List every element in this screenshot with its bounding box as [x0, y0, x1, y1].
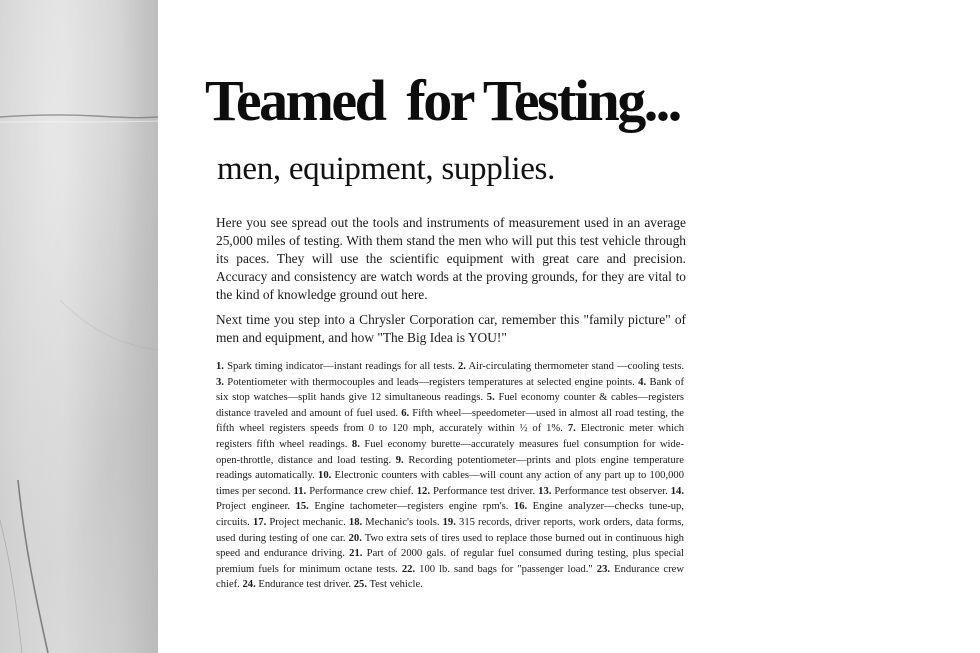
- legend-item: 9. Recording potentiometer—prints and plots engine temperature readings automatically.: [216, 454, 684, 482]
- legend-item: 14. Project engineer.: [216, 485, 684, 513]
- numbered-legend: [216, 359, 684, 593]
- headline-part-1: Teamed: [205, 68, 385, 133]
- subheadline: men, equipment, supplies.: [217, 151, 556, 187]
- legend-item: 17. Project mechanic.: [252, 516, 346, 528]
- legend-item: 12. Performance test driver.: [416, 485, 536, 497]
- legend-item: 3. Potentiometer with thermocouples and leads—registers temperatures at selected engine points.: [216, 376, 635, 388]
- paper-fold-lines: [0, 0, 158, 653]
- legend-item: 5. Fuel economy counter & cables—registers distance traveled and amount of fuel used.: [216, 392, 684, 419]
- legend-item: 19. 315 records, driver reports, work orders, data forms, used during testing of one car.: [216, 516, 684, 544]
- legend-item: 1. Spark timing indicator—instant readings for all tests.: [216, 361, 455, 372]
- legend-item: 18. Mechanic's tools.: [348, 516, 440, 528]
- legend-item: 4. Bank of six stop watches—split hands give 12 simultaneous readings.: [216, 376, 684, 404]
- legend-item: 25. Test vehicle.: [353, 579, 423, 591]
- legend-item: 10. Electronic counters with cables—will count any action of any part up to 100,000 times per second.: [216, 470, 684, 497]
- legend-item: 6. Fifth wheel—speedometer—used in almost all road testing, the fifth wheel registers speeds from 0 to 120 mph, accurately within ½ of 1%.: [216, 407, 684, 435]
- headline: [205, 68, 680, 133]
- legend-item: 8. Fuel economy burette—accurately measures fuel consumption for wide-open-throttle, distance and load testing.: [216, 438, 684, 466]
- legend-item: 23. Endurance crew chief.: [216, 563, 685, 591]
- legend-item: 11. Performance crew chief.: [293, 485, 414, 497]
- headline-part-2: for Testing...: [406, 68, 680, 133]
- closing-paragraph: Next time you step into a Chrysler Corporation car, remember this "family picture" of men and equipment, and how "The Big Idea is YOU!": [216, 312, 686, 345]
- legend-item: 16. Engine analyzer—checks tune-up, circuits.: [216, 501, 684, 528]
- legend-item: 13. Performance test observer.: [538, 485, 668, 497]
- intro-paragraph: Here you see spread out the tools and instruments of measurement used in an average 25,000 miles of testing. With them stand the men who will put this test vehicle through its paces. They will use the scientific equipment with great care and precision. Accuracy and consistency are watch words at the proving grounds, for they are vital to the kind of knowledge ground out here.: [216, 215, 686, 302]
- legend-item: 22. 100 lb. sand bags for "passenger load.": [401, 563, 593, 575]
- legend-item: 7. Electronic meter which registers fifth wheel readings.: [216, 423, 685, 450]
- legend-item: 15. Engine tachometer—registers engine rpm's.: [295, 501, 509, 513]
- legend-item: 21. Part of 2000 gals. of regular fuel consumed during testing, plus special premium fuels for minimum octane tests.: [216, 548, 684, 575]
- legend-item: 2. Air-circulating thermometer stand —cooling tests.: [458, 361, 684, 372]
- legend-item: 24. Endurance test driver.: [242, 579, 352, 591]
- facing-page-edge: [0, 0, 158, 653]
- legend-item: 20. Two extra sets of tires used to replace those burned out in continuous high speed and endurance driving.: [216, 532, 684, 560]
